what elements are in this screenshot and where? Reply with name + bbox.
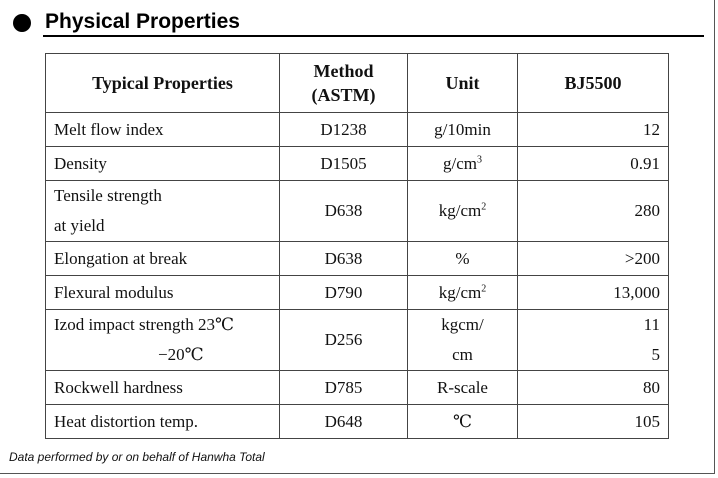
unit-base: kg/cm: [438, 201, 482, 220]
unit-base: g/cm: [443, 153, 477, 173]
property-cell: Density: [46, 147, 280, 181]
method-cell: D648: [280, 405, 408, 439]
property-cell: [46, 181, 280, 242]
unit-line1: kgcm/: [441, 315, 484, 334]
method-cell: D1505: [280, 147, 408, 181]
method-cell: D790: [280, 276, 408, 310]
unit-superscript: 2: [481, 282, 487, 294]
value-cell: 105: [518, 405, 669, 439]
unit-cell: g/10min: [408, 113, 518, 147]
property-cell: Rockwell hardness: [46, 371, 280, 405]
unit-superscript: 3: [477, 153, 482, 165]
properties-table: [45, 53, 669, 439]
property-cell: Heat distortion temp.: [46, 405, 280, 439]
unit-base: kg/cm: [438, 282, 482, 302]
unit-cell: [408, 181, 518, 242]
value-cell: 0.91: [518, 147, 669, 181]
property-line2: −20℃: [158, 345, 204, 364]
bullet-icon: [13, 14, 31, 32]
unit-cell: %: [408, 242, 518, 276]
table-row: [46, 242, 669, 276]
unit-cell: R-scale: [408, 371, 518, 405]
method-cell: D1238: [280, 113, 408, 147]
header-grade: BJ5500: [518, 54, 669, 113]
header-typical-properties: Typical Properties: [46, 54, 280, 113]
property-cell: Elongation at break: [46, 242, 280, 276]
table-header-row: [46, 54, 669, 113]
value-cell: 13,000: [518, 276, 669, 310]
property-cell: Flexural modulus: [46, 276, 280, 310]
table-row: [46, 276, 669, 310]
table-row: [46, 371, 669, 405]
table-row: [46, 405, 669, 439]
value-cell: 12: [518, 113, 669, 147]
header-method-line1: Method: [313, 61, 374, 81]
value-cell: [518, 310, 669, 371]
unit-cell: [408, 310, 518, 371]
value-cell: 80: [518, 371, 669, 405]
unit-cell: ℃: [408, 405, 518, 439]
method-cell: D638: [280, 242, 408, 276]
table-row: [46, 113, 669, 147]
table-row: [46, 147, 669, 181]
header-unit: Unit: [408, 54, 518, 113]
footnote: Data performed by or on behalf of Hanwha Total: [9, 450, 265, 464]
unit-cell: [408, 147, 518, 181]
property-line1: Tensile strength: [54, 186, 162, 205]
method-cell: D785: [280, 371, 408, 405]
unit-superscript: 2: [481, 201, 487, 213]
unit-line2: cm: [452, 345, 473, 364]
section-title: Physical Properties: [45, 10, 240, 33]
section-header: [8, 8, 708, 38]
unit-cell: [408, 276, 518, 310]
property-cell: Melt flow index: [46, 113, 280, 147]
property-line1: Izod impact strength 23℃: [54, 315, 235, 334]
value-line2: 5: [651, 345, 660, 364]
section-underline: [43, 35, 704, 37]
value-cell: >200: [518, 242, 669, 276]
value-cell: 280: [518, 181, 669, 242]
method-cell: D256: [280, 310, 408, 371]
header-method: [280, 54, 408, 113]
table-row: [46, 181, 669, 242]
property-cell: [46, 310, 280, 371]
property-line2: at yield: [54, 216, 105, 235]
value-line1: 11: [643, 315, 660, 334]
method-cell: D638: [280, 181, 408, 242]
header-method-line2: (ASTM): [311, 85, 376, 105]
table-row: [46, 310, 669, 371]
